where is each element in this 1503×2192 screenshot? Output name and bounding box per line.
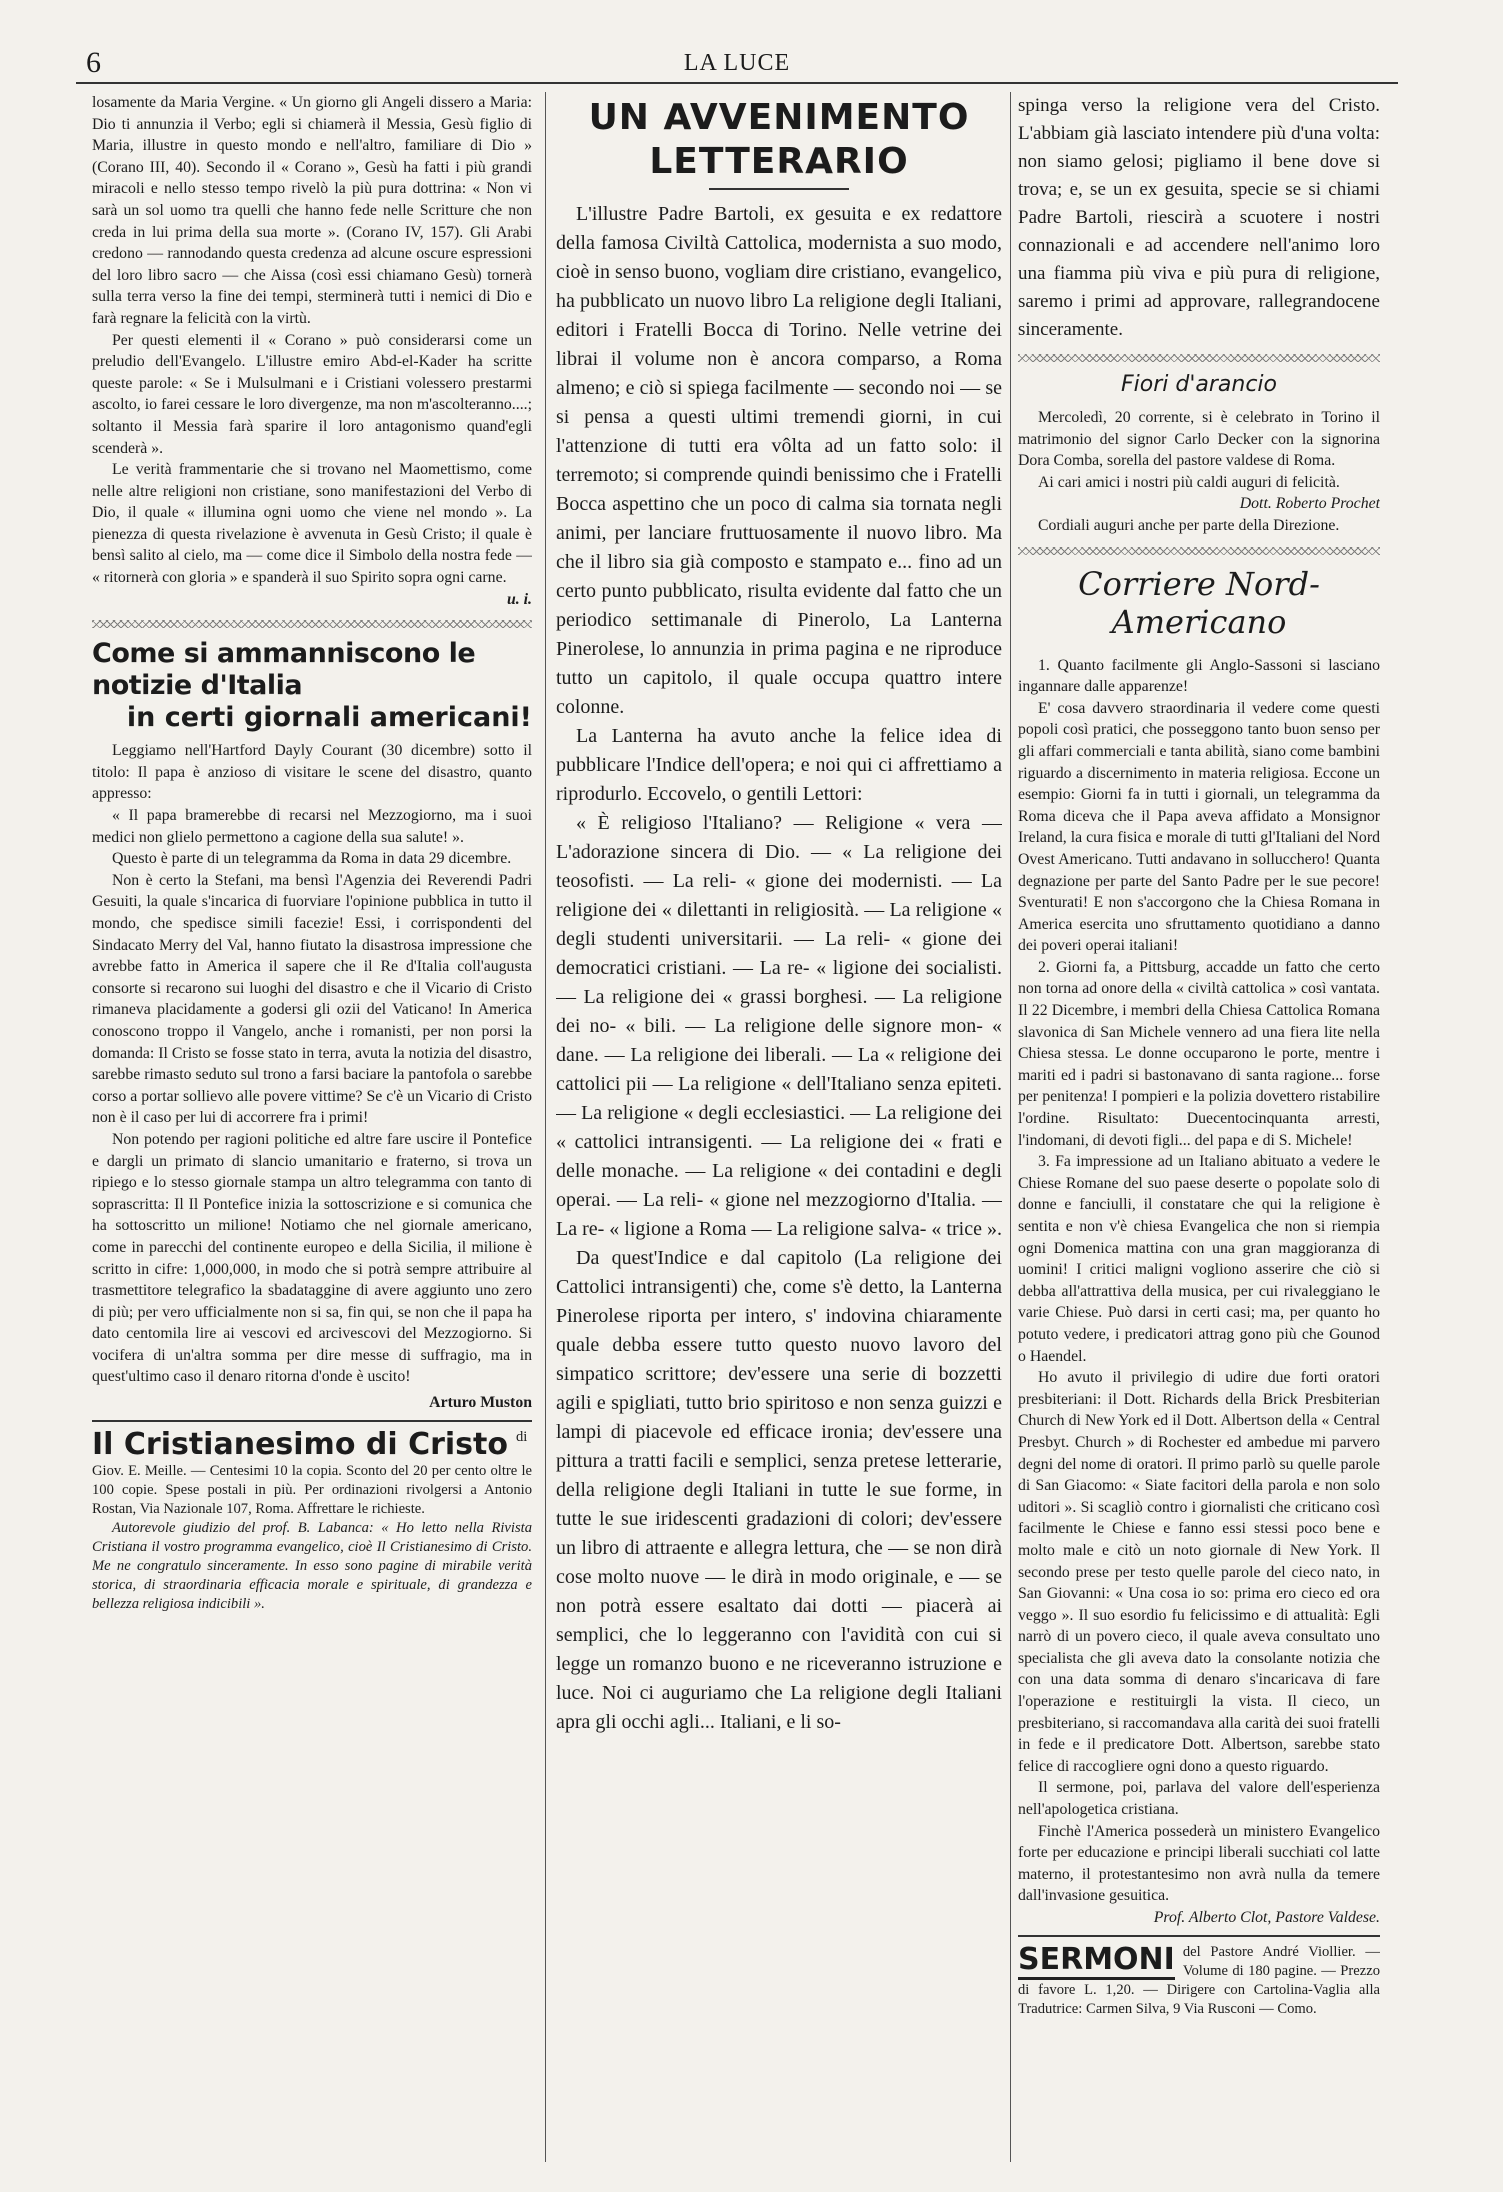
sermoni-details: del Pastore André Viollier. — Volume di 180 pagine. — Prezzo di favore L. 1,20. — Dirigere con Cartolina-Vaglia alla Tradutrice: Carmen Silva, 9 Via Rusconi — Como. xyxy=(1018,1943,1380,2017)
article-paragraph: Da quest'Indice e dal capitolo (La religione dei Cattolici intransigenti) che, come s'è detto, la Lanterna Pinerolese riporta per intero, s' indovina chiaramente quale debba essere tutto questo nuovo lavoro del simpatico scrittore; dev'essere una serie di bozzetti agili e spigliati, tutto brio spiritoso e non senza guizzi e lampi di piacevole ed efficace ironia; dev'essere una pittura a tratti facili e semplici, senza pretese letterarie, della religione degli Italiani in tutte le sue forme, in tutte le sue iridescenti gradazioni di colori; dev'essere un libro di attraente e allegra lettura, che — se non dirà cose molto nuove — le dirà in modo originale, e — se non potrà essere esaltato dai dotti — piacerà ai semplici, che lo leggeranno con l'avidità con cui si legge un romanzo buono e ne riceveranno istruzione e luce. Noi ci auguriamo che La religione degli Italiani apra gli occhi agli... Italiani, e li so- xyxy=(556,1247,1002,1733)
article-paragraph: Non potendo per ragioni politiche ed altre fare uscire il Pontefice e dargli un primato di slancio umanitario e fraterno, si trova un ripiego e lo stesso giornale stampa un altro telegramma con tanto di soprascritta: Il Il Pontefice inizia la sottoscrizione e si comunica che ha sottoscritto un milione! Notiamo che nel giornale americano, come in parecchi del continente europeo e della Sicilia, il milione è scritto in cifre: 1,000,000, in modo che si potrà sempre attribuire al trasmettitore telegrafico la sbadataggine di avere aggiunto uno zero di più; per vero ufficialmente non si sa, fin qui, se non che il papa ha dato centomila lire ai vescovi ed arcivescovi del Mezzogiorno. Si vocifera di un'altra somma per dire messe di suffragio, ma in quest'ultimo caso il denaro ritorna d'onde è uscito! xyxy=(92,1130,532,1386)
section-title: Corriere Nord-Americano xyxy=(1078,564,1320,641)
column-right xyxy=(1018,92,1380,2162)
article-signature: Prof. Alberto Clot, Pastore Valdese. xyxy=(1153,1909,1380,1926)
book-index-quote: « È religioso l'Italiano? — Religione « vera — L'adorazione sincera di Dio. — « La religione dei teosofisti. — La reli- « gione dei modernisti. — La religione dei « dilettanti in religiosità. — La religione « degli studenti universitarii. — La reli- « gione dei democratici cristiani. — La re- « ligione dei socialisti. — La religione dei « grassi borghesi. — La religione dei no- « bili. — La religione delle signore mon- « dane. — La religione dei liberali. — La « religione dei cattolici pii — La religione « dell'Italiano senza epiteti. — La religione « degli ecclesiastici. — La religione dei « cattolici intransigenti. — La religione dei « frati e delle monache. — La religione « dei contadini e degli operai. — La reli- « gione nel mezzogiorno d'Italia. — La re- « ligione a Roma — La religione salva- « trice ». xyxy=(556,812,1002,1240)
section-rule xyxy=(92,1420,532,1422)
article-signature: u. i. xyxy=(506,590,532,608)
article-paragraph: Le verità frammentarie che si trovano nel Maomettismo, come nelle altre religioni non cristiane, sono manifestazioni del Verbo di Dio, il quale « illumina ogni uomo che viene nel mondo ». La pienezza di questa rivelazione è avvenuta in Gesù Cristo; il quale è bensì salito al cielo, ma — come dice il Simbolo della nostra fede — « ritornerà con gloria » e spanderà il suo Spirito sopra ogni carne. xyxy=(92,461,532,587)
section-rule xyxy=(1018,1935,1380,1937)
book-details: di Giov. E. Meille. — Centesimi 10 la copia. Sconto del 20 per cento oltre le 100 copie. Spese postali in più. Per ordinazioni rivolgersi a Antonio Rostan, Via Nazionale 107, Roma. Affrettare le richieste. xyxy=(92,1428,532,1517)
article-paragraph: 2. Giorni fa, a Pittsburg, accadde un fatto che certo non torna ad onore della « civiltà cattolica » così vantata. Il 22 Dicembre, i membri della Chiesa Cattolica Romana slavonica di San Michele vennero ad una fiera lite nella Chiesa stessa. Le donne occuparono le porte, mentre i mariti ed i padri si bastonavano di santa ragione... forse per penitenza! I pompieri e la polizia dovettero ristabilire l'ordine. Risultato: Duecentocinquanta arresti, l'indomani, di devoti figli... del papa e di S. Michele! xyxy=(1018,958,1380,1149)
section-title: Fiori d'arancio xyxy=(1120,372,1277,397)
announcement-signature: Dott. Roberto Prochet xyxy=(1239,495,1380,513)
column-left xyxy=(92,92,532,2162)
sermoni-title: SERMONI xyxy=(1018,1943,1175,1980)
article-paragraph: Non è certo la Stefani, ma bensì l'Agenzia dei Reverendi Padri Gesuiti, la quale s'incarica di fuorviare l'opinione pubblica in tutto il mondo, che spedisce simili facezie! Essi, i corrispondenti del Sindacato Merry del Val, hanno fiutato la disastrosa impressione che avrebbe fatto in America il sapere che il Re d'Italia coll'augusta consorte si recarono sui luoghi del disastro e che il Vicario di Cristo rimaneva placidamente a godersi gli ozii del Vaticano! In America conoscono troppo il Vangelo, anche i romanisti, per non porsi la domanda: Il Cristo se fosse stato in terra, avuta la notizia del disastro, sarebbe rimasto seduto sul trono a farsi baciare la pantofola o sarebbe corso a portar sollievo alle povere vittime? Se c'è un Vicario di Cristo non è il caso per lui di accorrere fra i primi! xyxy=(92,871,532,1127)
announcement-paragraph: Ai cari amici i nostri più caldi auguri di felicità. xyxy=(1038,473,1340,491)
page-number: 6 xyxy=(86,46,101,79)
section-divider xyxy=(1018,547,1380,555)
article-paragraph: E' cosa davvero straordinaria il vedere come questi popoli così pratici, che posseggono tanto buon senso per gli affari commerciali e tanta abilità, siano come bambini riguardo a discernimento in materia religiosa. Eccone un esempio: Giorni fa in tutti i giornali, un telegramma da Roma diceva che il Papa aveva affidato a Monsignor Ireland, la cura fisica e morale di tutti gl'Italiani del Nord Ovest Americano. Tutti andavano in sollucchero! Quanta degnazione per parte del Santo Padre per le sue pecore! Sventurati! E non s'accorgono che la Chiesa Romana in America esercita uno sfruttamento quotidiano a danno dei poveri operai italiani! xyxy=(1018,699,1380,955)
article-paragraph: Finchè l'America possederà un ministero Evangelico forte per educazione e principi liberali succhiati col latte materno, il protestantesimo non avrà nulla da temere dall'invasione gesuitica. xyxy=(1018,1822,1380,1905)
article-paragraph: spinga verso la religione vera del Cristo. L'abbiam già lasciato intendere più d'una volta: non siamo gelosi; pigliamo il bene dove si trova; e, se un ex gesuita, specie se si chiami Padre Bartoli, riescirà a scuotere i nostri connazionali e ad accendere nell'animo loro una fiamma più viva e più pura di religione, saremo i primi ad approvare, rallegrandocene sinceramente. xyxy=(1018,95,1380,340)
article-headline: UN AVVENIMENTO LETTERARIO xyxy=(588,97,970,182)
article-paragraph: 1. Quanto facilmente gli Anglo-Sassoni si lasciano ingannare dalle apparenze! xyxy=(1018,656,1380,696)
sermoni-advertisement xyxy=(1018,1943,1380,2019)
book-advertisement xyxy=(92,1428,532,1614)
announcement-paragraph: Mercoledì, 20 corrente, si è celebrato in Torino il matrimonio del signor Carlo Decker con la signorina Dora Comba, sorella del pastore valdese di Roma. xyxy=(1018,409,1380,470)
article-quote: « Il papa bramerebbe di recarsi nel Mezzogiorno, ma i suoi medici non glielo permettono a cagione della sua salute! ». xyxy=(92,807,532,846)
column-divider xyxy=(545,92,546,2162)
newspaper-title: LA LUCE xyxy=(683,50,791,76)
article-paragraph: Questo è parte di un telegramma da Roma in data 29 dicembre. xyxy=(112,850,512,868)
page-header xyxy=(76,42,1398,84)
article-paragraph: Leggiamo nell'Hartford Dayly Courant (30 dicembre) sotto il titolo: Il papa è anzioso di visitare le scene del disastro, quanto appresso: xyxy=(92,742,532,803)
article-paragraph: L'illustre Padre Bartoli, ex gesuita e ex redattore della famosa Civiltà Cattolica, modernista a suo modo, cioè in senso buono, vogliam dire cristiano, evangelico, ha pubblicato un nuovo libro La religione degli Italiani, editori i Fratelli Bocca di Torino. Nelle vetrine dei librai il volume non è ancora comparso, a Roma almeno; e ciò si spiega facilmente — secondo noi — se si pensa a questi ultimi tremendi giorni, in cui l'attenzione di tutti era vôlta ad un fatto solo: il terremoto; si comprende quindi benissimo che i Fratelli Bocca aspettino che un poco di calma sia tornata negli animi, per lanciare fruttuosamente il nuovo libro. Ma che il libro sia già composto e stampato e... fino ad un certo punto pubblicato, risulta evidente dal fatto che un periodico settimanale di Pinerolo, La Lanterna Pinerolese, lo annunzia in prima pagina e ne riproduce tutto un capitolo, il quale occupa quattro intere colonne. xyxy=(556,203,1002,718)
section-divider xyxy=(1018,354,1380,362)
book-review: Autorevole giudizio del prof. B. Labanca: « Ho letto nella Rivista Cristiana il vostro programma evangelico, cioè Il Cristianesimo di Cristo. Me ne congratulo sinceramente. In esso sono pagine di mirabile verità storica, di straordinaria efficacia morale e spirituale, di grandezza e bellezza religiosa indicibili ». xyxy=(92,1519,532,1612)
column-middle xyxy=(556,92,1002,2162)
article-paragraph: La Lanterna ha avuto anche la felice idea di pubblicare l'Indice dell'opera; e noi qui ci affrettiamo a riprodurlo. Eccovelo, o gentili Lettori: xyxy=(556,725,1002,805)
announcement-paragraph: Cordiali auguri anche per parte della Direzione. xyxy=(1038,516,1340,534)
article-paragraph: Per questi elementi il « Corano » può considerarsi come un preludio dell'Evangelo. L'illustre emiro Abd-el-Kader ha scritte queste parole: « Se i Mulsulmani e i Cristiani volessero prestarmi ascolto, io farei cessare le loro divergenze, ma non m'ascolteranno....; soltanto il Messia farà sparire il loro antagonismo quand'egli scenderà ». xyxy=(92,331,532,457)
article-paragraph: 3. Fa impressione ad un Italiano abituato a vedere le Chiese Romane del suo paese deserte o popolate solo di donne e fanciulli, il constatare che qui la religione è sentita e non v'è chiesa Evangelica che non si riempia ogni Domenica mattina con una gran maggioranza di uomini! I critici maligni vogliono asserire che ciò si debba all'attrattiva della musica, per cui rivaleggiano le varie Chiese. Può darsi in certi casi; ma, per quanto ho potuto vedere, i predicatori attrag gono più che Gounod o Haendel. xyxy=(1018,1153,1380,1365)
article-headline: Come si ammanniscono le notizie d'Italia xyxy=(92,638,476,702)
article-headline-second-line: in certi giornali americani! xyxy=(126,702,532,734)
article-paragraph: Ho avuto il privilegio di udire due forti oratori presbiteriani: il Dott. Richards della Brick Presbiterian Church di New York ed il Dott. Albertson della « Central Presbyt. Church » di Rochester ed ambedue mi parvero degni del nome di oratori. Il primo parlò su quelle parole di San Giacomo: « Siate facitori della parola e non solo uditori ». Si scagliò contro i giornalisti che criticano così facilmente le Chiese e fanno essi stessi poco bene e molto male e citò un noto giornale di New York. Il secondo prese per testo quelle parole del cieco nato, in San Giovanni: « Una cosa io so: prima ero cieco ed ora veggo ». Il suo esordio fu felicissimo e di attualità: Egli narrò di un povero cieco, il quale aveva consultato uno specialista che gli aveva dato la consolante notizia che con una data somma di denaro s'incaricava di fare l'operazione e restituirgli la vista. Il cieco, un presbiteriano, si raccomandava alla carità dei suoi fratelli in fede e il predicatore Dott. Albertson, sarebbe stato felice di raccogliere ogni dono a questo riguardo. xyxy=(1018,1369,1380,1775)
headline-rule xyxy=(709,188,849,190)
column-divider xyxy=(1010,92,1011,2162)
article-signature: Arturo Muston xyxy=(429,1394,532,1412)
section-divider xyxy=(92,620,532,628)
book-title: Il Cristianesimo di Cristo xyxy=(92,1426,508,1462)
article-paragraph: Il sermone, poi, parlava del valore dell'esperienza nell'apologetica cristiana. xyxy=(1018,1779,1380,1819)
article-paragraph: losamente da Maria Vergine. « Un giorno gli Angeli dissero a Maria: Dio ti annunzia il Verbo; egli si chiamerà il Messia, Gesù figlio di Maria, illustre in questo mondo e nell'altro, familiare di Dio » (Corano III, 40). Secondo il « Corano », Gesù ha fatti i più grandi miracoli e nello stesso tempo rivelò la più pura dottrina: « Non vi sarà un sol uomo tra quelli che hanno fede nelle Scritture che non creda in lui prima della sua morte ». (Corano IV, 157). Gli Arabi credono — rannodando questa credenza ad alcune oscure espressioni del loro libro sacro — che Aissa (così essi chiamano Gesù) tornerà sulla terra verso la fine dei tempi, sterminerà tutti i nemici di Dio e farà regnare la felicità con la virtù. xyxy=(92,94,532,327)
